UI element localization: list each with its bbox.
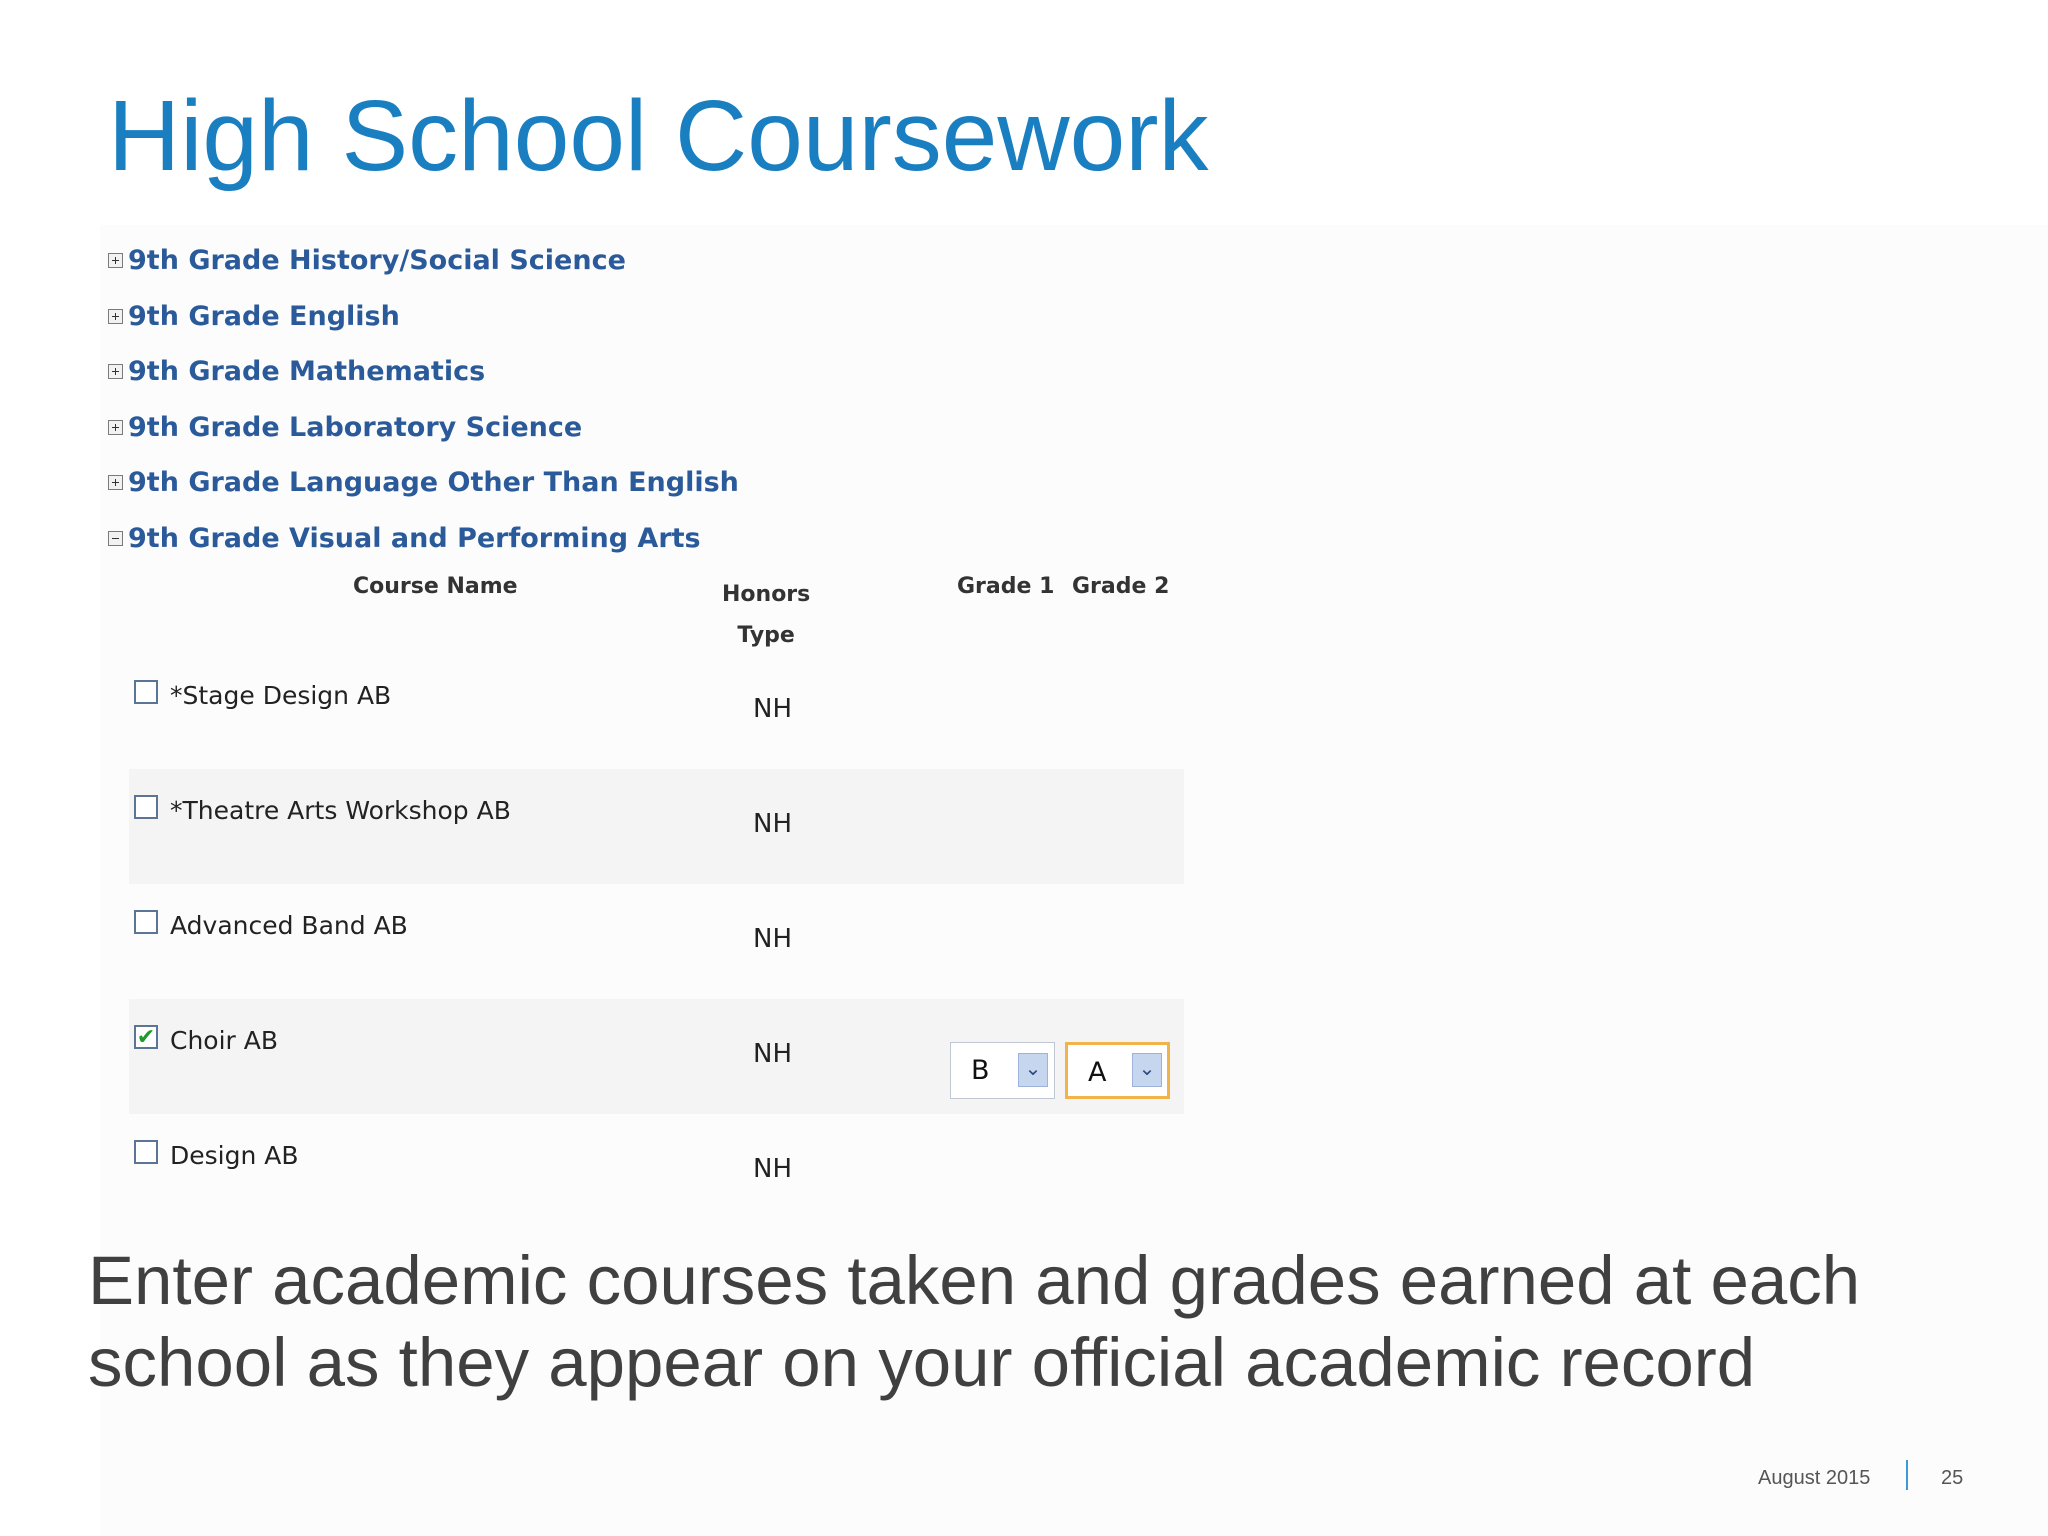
expand-icon[interactable] (108, 309, 123, 324)
course-checkbox[interactable] (134, 1140, 158, 1164)
collapse-icon[interactable] (108, 531, 123, 546)
slide-title: High School Coursework (108, 80, 1209, 192)
course-name: *Theatre Arts Workshop AB (170, 796, 511, 825)
honors-type: NH (753, 1039, 792, 1069)
section-list (108, 233, 739, 566)
honors-type: NH (753, 809, 792, 839)
header-grade-2: Grade 2 (1072, 574, 1170, 599)
course-name: Design AB (170, 1141, 299, 1170)
course-checkbox[interactable] (134, 910, 158, 934)
header-grade-1: Grade 1 (957, 574, 1055, 599)
honors-type: NH (753, 1154, 792, 1184)
course-checkbox[interactable] (134, 680, 158, 704)
header-honors-line1: Honors (722, 582, 811, 607)
table-row (129, 654, 1184, 769)
grade-1-value: B (971, 1055, 990, 1086)
expand-icon[interactable] (108, 364, 123, 379)
table-row (129, 884, 1184, 999)
expand-icon[interactable] (108, 420, 123, 435)
page-number: 25 (1941, 1467, 1964, 1489)
grade-2-value: A (1088, 1057, 1107, 1088)
course-name: Advanced Band AB (170, 911, 408, 940)
section-visual-performing-arts[interactable] (108, 511, 739, 567)
section-label[interactable]: 9th Grade History/Social Science (128, 245, 626, 277)
instruction-text: Enter academic courses taken and grades earned at each school as they appear on your official academic record (88, 1242, 1861, 1401)
grade-1-select[interactable] (950, 1042, 1055, 1099)
course-checkbox[interactable] (134, 1025, 158, 1049)
section-english[interactable] (108, 289, 739, 345)
table-row (129, 999, 1184, 1114)
table-row (129, 1114, 1184, 1229)
header-honors-type (722, 574, 810, 656)
section-label[interactable]: 9th Grade Laboratory Science (128, 411, 583, 443)
chevron-down-icon[interactable]: ⌄ (1018, 1053, 1048, 1087)
table-row (129, 769, 1184, 884)
section-label[interactable]: 9th Grade Language Other Than English (128, 467, 739, 499)
honors-type: NH (753, 924, 792, 954)
honors-type: NH (753, 694, 792, 724)
course-checkbox[interactable] (134, 795, 158, 819)
grade-2-select[interactable] (1065, 1042, 1170, 1099)
expand-icon[interactable] (108, 475, 123, 490)
section-mathematics[interactable] (108, 344, 739, 400)
section-language-other-than-english[interactable] (108, 455, 739, 511)
expand-icon[interactable] (108, 253, 123, 268)
section-history-social-science[interactable] (108, 233, 739, 289)
checkmark-icon: ✔ (136, 1024, 156, 1049)
footer-date: August 2015 (1758, 1467, 1871, 1489)
course-name: Choir AB (170, 1026, 279, 1055)
chevron-down-icon[interactable]: ⌄ (1132, 1053, 1162, 1087)
header-honors-line2: Type (737, 623, 795, 648)
header-course-name: Course Name (353, 574, 518, 599)
section-label[interactable]: 9th Grade English (128, 300, 400, 332)
section-laboratory-science[interactable] (108, 400, 739, 456)
footer-divider (1906, 1460, 1908, 1490)
section-label[interactable]: 9th Grade Visual and Performing Arts (128, 522, 701, 554)
section-label[interactable]: 9th Grade Mathematics (128, 356, 486, 388)
course-name: *Stage Design AB (170, 681, 392, 710)
